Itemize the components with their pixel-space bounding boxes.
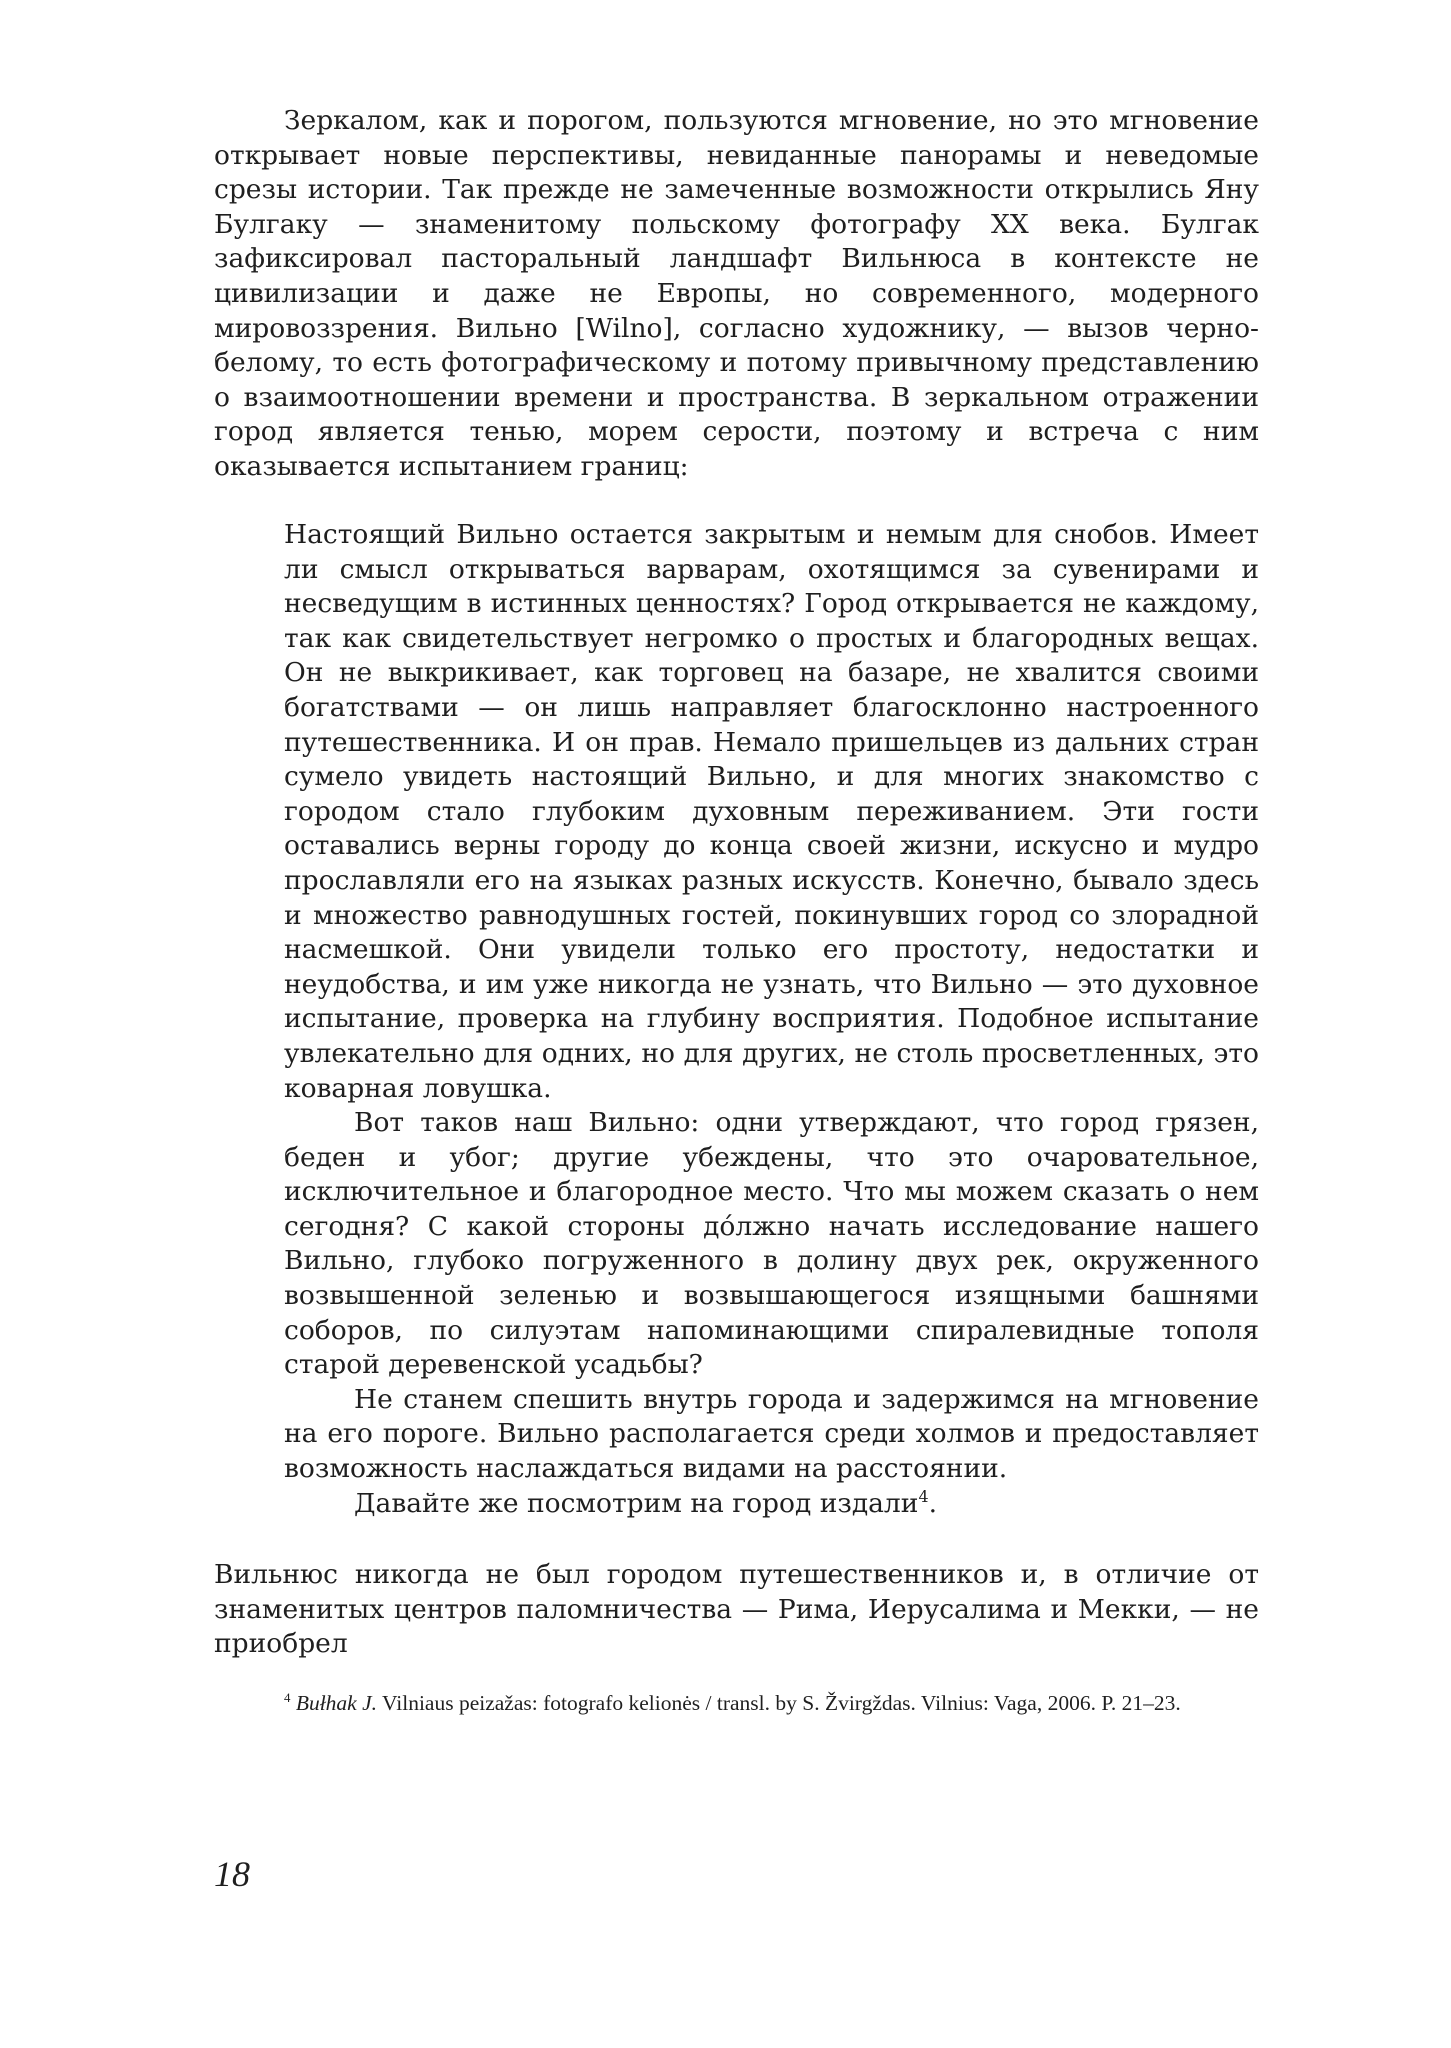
quote-paragraph: Не станем спешить внутрь города и задержимся на мгновение на его пороге. Вильно располагается среди холмов и предоставляет возможность наслаждаться видами на расстоянии.	[284, 1383, 1259, 1485]
page-number: 18	[214, 1854, 250, 1894]
quote-paragraph: Вот таков наш Вильно: одни утверждают, что город грязен, беден и убог; другие убеждены, что это очаровательное, исключительное и благородное место. Что мы можем сказать о нем сегодня? С какой стороны до́лжно начать исследование нашего Вильно, глубоко погруженного в долину двух рек, окруженного возвышенной зеленью и возвышающегося изящными башнями соборов, по силуэтам напоминающими спиралевидные тополя старой деревенской усадьбы?	[284, 1107, 1259, 1381]
quote-closing-line: Давайте же посмотрим на город издали$^4$.	[354, 1486, 937, 1519]
continuation-paragraph: Вильнюс никогда не был городом путешественников и, в отличие от знаменитых центров паломничества — Рима, Иерусалима и Мекки, — не приобрел	[214, 1559, 1259, 1660]
continuation-paragraph-block	[214, 1558, 1259, 1662]
footnote-author: Bułhak J.	[295, 1691, 378, 1715]
intro-paragraph: Зеркалом, как и порогом, пользуются мгновение, но это мгновение открывает новые перспективы, невиданные панорамы и неведомые срезы истории. Так прежде не замеченные возможности открылись Яну Булгаку — знаменитому польскому фотографу XX века. Булгак зафиксировал пасторальный ландшафт Вильнюса в контексте не цивилизации и даже не Европы, но современного, модерного мировоззрения. Вильно [Wilno], согласно художнику, — вызов черно-белому, то есть фотографическому и потому привычному представлению о взаимоотношении времени и пространства. В зеркальном отражении город является тенью, морем серости, поэтому и встреча с ним оказывается испытанием границ:	[214, 105, 1259, 482]
footnote-text: Vilniaus peizažas: fotografo kelionės / transl. by S. Žvirgždas. Vilnius: Vaga, 2006. P. 21–23.	[377, 1691, 1181, 1715]
intro-paragraph-block	[214, 104, 1259, 485]
footnote	[284, 1688, 1259, 1719]
quote-closing-text: Давайте же посмотрим на город издали	[354, 1487, 919, 1519]
block-quote	[284, 518, 1259, 1521]
footnote-marker: 4	[284, 1690, 291, 1705]
quote-paragraph: Настоящий Вильно остается закрытым и немым для снобов. Имеет ли смысл открываться варварам, охотящимся за сувенирами и несведущим в истинных ценностях? Город открывается не каждому, так как свидетельствует негромко о простых и благородных вещах. Он не выкрикивает, как торговец на базаре, не хвалится своими богатствами — он лишь направляет благосклонно настроенного путешественника. И он прав. Немало пришельцев из дальних стран сумело увидеть настоящий Вильно, и для многих знакомство с городом стало глубоким духовным переживанием. Эти гости оставались верны городу до конца своей жизни, искусно и мудро прославляли его на языках разных искусств. Конечно, бывало здесь и множество равнодушных гостей, покинувших город со злорадной насмешкой. Они увидели только его простоту, недостатки и неудобства, и им уже никогда не узнать, что Вильно — это духовное испытание, проверка на глубину восприятия. Подобное испытание увлекательно для одних, но для других, не столь просветленных, это коварная ловушка.	[284, 519, 1259, 1104]
footnote-reference[interactable]: 4	[918, 1486, 929, 1506]
